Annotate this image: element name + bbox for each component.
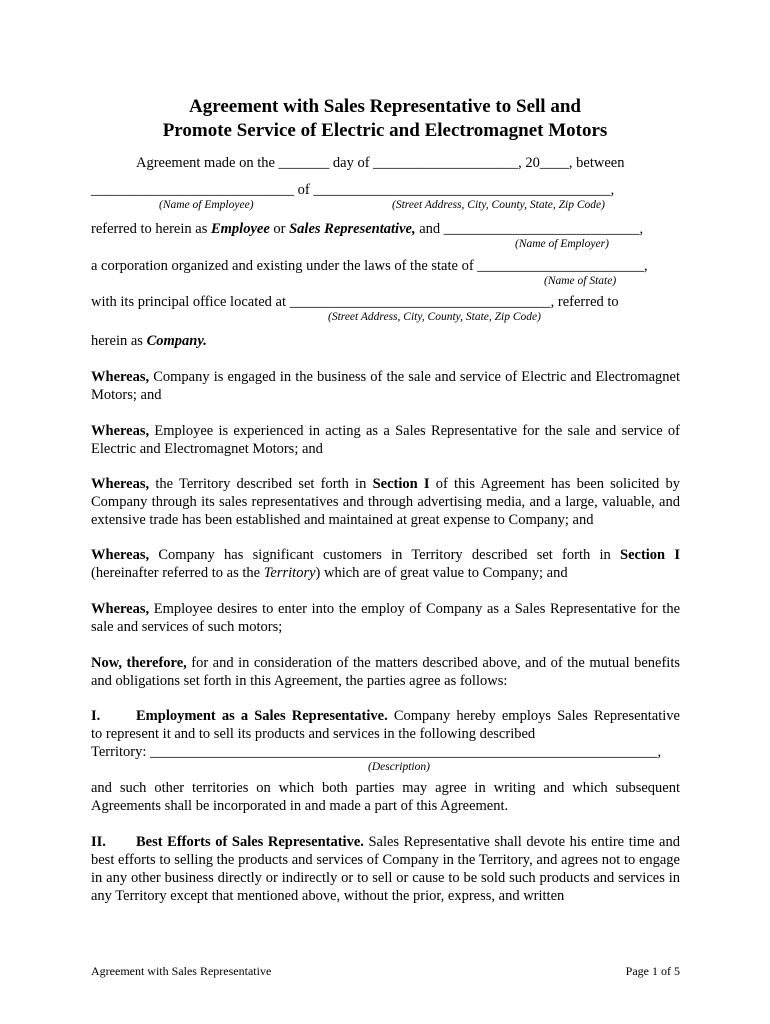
caption-name-of-state: (Name of State) — [544, 275, 617, 287]
section-1-heading: Employment as a Sales Representative. — [136, 708, 388, 724]
whereas-text: Employee is experienced in acting as a Sales Representative for the sale and service of Electric and Electromagnet Motors; and — [91, 423, 680, 457]
territory-line: Territory: ______________________________________________________________________, — [91, 744, 662, 760]
caption-office-address: (Street Address, City, County, State, Zip Code) — [328, 311, 541, 323]
section-1-after-text: and such other territories on which both parties may agree in writing and which subsequent Agreements shall be incorporated in and made a part of this Agreement. — [91, 780, 680, 814]
referred-employee-line — [91, 220, 680, 238]
whereas-paragraph-2 — [91, 422, 680, 458]
whereas-lead: Whereas, — [91, 547, 150, 563]
whereas-text: Company has significant customers in Territory described set forth in — [149, 547, 621, 563]
referred-suffix: and ___________________________, — [415, 221, 644, 237]
agreement-date-line: Agreement made on the _______ day of ____________________, 20____, between — [136, 155, 625, 171]
term-sales-representative: Sales Representative, — [289, 221, 416, 237]
document-title-line-2: Promote Service of Electric and Electromagnet Motors — [162, 120, 608, 141]
whereas-text: Employee desires to enter into the employ of Company as a Sales Representative for the sale and services of such motors; — [91, 601, 680, 635]
whereas-lead: Whereas, — [91, 369, 150, 385]
referred-or: or — [269, 221, 290, 237]
section-2-text: Sales Representative shall devote his entire time and best efforts to selling the products and services of Company in the Territory, and agrees not to engage in any other business directly or indirectly or to sell or cause to be sold such products and services in any Territory except that mentioned above, without the prior, express, and written — [91, 834, 680, 904]
document-title-line-1: Agreement with Sales Representative to Sell and — [189, 96, 581, 117]
now-therefore-lead: Now, therefore, — [91, 655, 187, 671]
caption-employee-address: (Street Address, City, County, State, Zip Code) — [392, 199, 605, 211]
whereas-lead: Whereas, — [91, 423, 150, 439]
caption-name-of-employee: (Name of Employee) — [159, 199, 254, 211]
section-reference: Section I — [620, 547, 681, 563]
whereas-paragraph-1 — [91, 368, 680, 404]
principal-office-line: with its principal office located at ____________________________________, referred to — [91, 294, 619, 310]
term-company: Company. — [146, 333, 207, 349]
section-1-line-2: to represent it and to sell its products and services in the following described — [91, 726, 536, 742]
whereas-lead: Whereas, — [91, 601, 150, 617]
section-1-number: I. — [91, 708, 101, 724]
herein-company-line — [91, 332, 680, 350]
herein-prefix: herein as — [91, 333, 147, 349]
section-reference: Section I — [372, 476, 430, 492]
section-1-text-1: Company hereby employs Sales Representative — [387, 708, 680, 724]
caption-description: (Description) — [368, 761, 430, 773]
whereas-text: of this Agreement has been solicited by Company through its sales representatives and through advertising media, and a large, valuable, and extensive trade has been established and maintained at great expense to Company; and — [91, 476, 681, 528]
term-employee: Employee — [210, 221, 270, 237]
section-2-heading: Best Efforts of Sales Representative. — [136, 834, 364, 850]
footer-document-name: Agreement with Sales Representative — [91, 964, 272, 978]
whereas-text: ) which are of great value to Company; and — [315, 565, 568, 581]
footer-page-number: Page 1 of 5 — [625, 964, 680, 978]
whereas-paragraph-5 — [91, 600, 680, 636]
section-2-number: II. — [91, 834, 106, 850]
whereas-text: (hereinafter referred to as the — [91, 565, 264, 581]
corporation-line: a corporation organized and existing under the laws of the state of _______________________, — [91, 258, 648, 274]
whereas-paragraph-4 — [91, 546, 680, 582]
now-therefore-paragraph — [91, 654, 680, 690]
whereas-lead: Whereas, — [91, 476, 150, 492]
referred-prefix: referred to herein as — [91, 221, 211, 237]
section-2-paragraph — [91, 833, 680, 905]
whereas-text: the Territory described set forth in — [149, 476, 373, 492]
caption-name-of-employer: (Name of Employer) — [515, 238, 609, 250]
whereas-paragraph-3 — [91, 475, 680, 529]
employee-line: ____________________________ of _________________________________________, — [91, 182, 615, 198]
whereas-text: Company is engaged in the business of the sale and service of Electric and Electromagnet Motors; and — [91, 369, 680, 403]
section-1-line-1 — [91, 707, 680, 725]
term-territory: Territory — [263, 565, 316, 581]
now-therefore-text: for and in consideration of the matters described above, and of the mutual benefits and obligations set forth in this Agreement, the parties agree as follows: — [91, 655, 680, 689]
